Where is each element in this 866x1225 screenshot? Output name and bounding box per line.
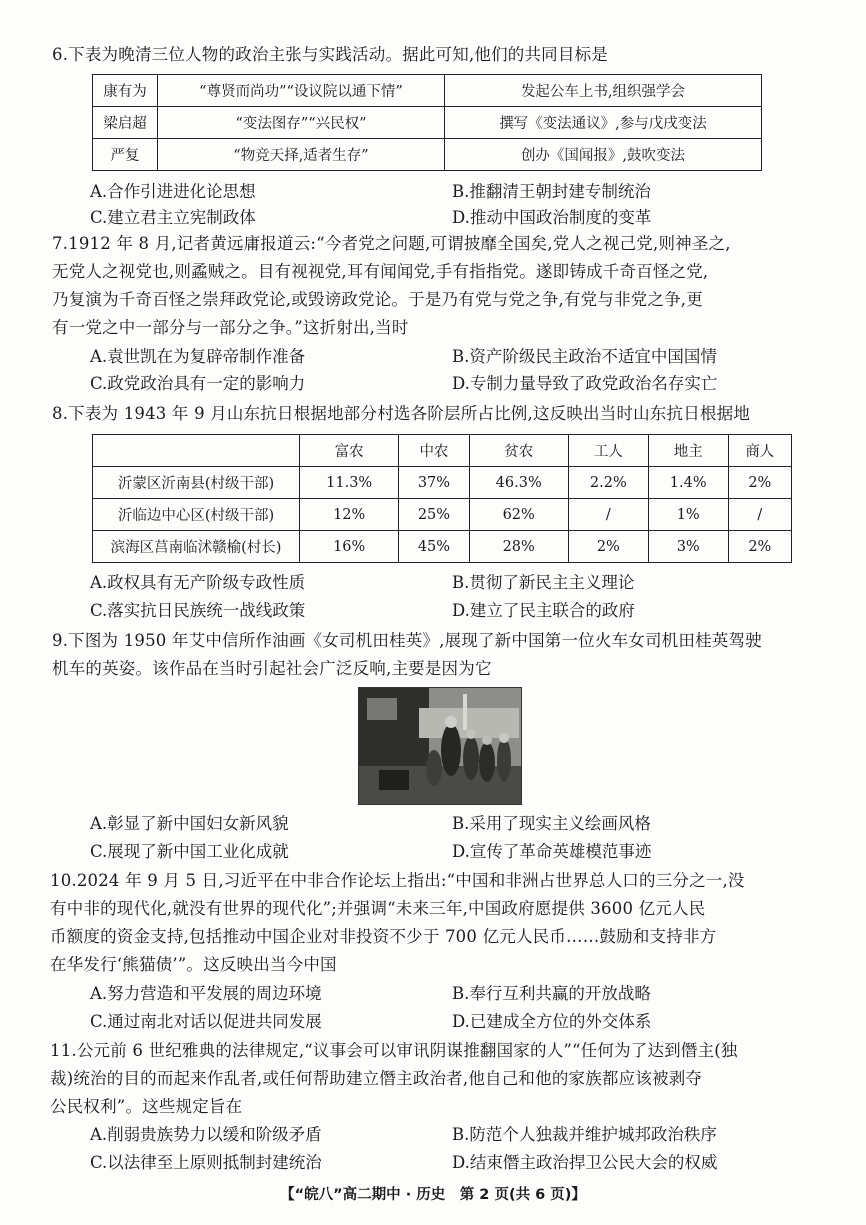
q8-header-6: 商人 (728, 435, 791, 467)
q7-option-d[interactable]: D.专制力量导致了政党政治名存实亡 (452, 374, 718, 393)
q6-name-3: 严复 (93, 139, 158, 171)
q6-stem: 6.下表为晚清三位人物的政治主张与实践活动。据此可知,他们的共同目标是 (52, 45, 608, 64)
q7-line-3: 乃复演为千奇百怪之崇拜政党论,或毁谤政党论。于是乃有党与党之争,有党与非党之争,更 (52, 290, 703, 309)
q10-option-b[interactable]: B.奉行互利共赢的开放战略 (452, 984, 651, 1003)
q7-option-b[interactable]: B.资产阶级民主政治不适宜中国国情 (452, 347, 717, 366)
q8-cell: 25% (399, 499, 469, 531)
q7-line-1: 7.1912 年 8 月,记者黄远庸报道云:“今者党之问题,可谓披靡全国矣,党人之视己党,则神圣之, (52, 234, 731, 253)
q6-name-1: 康有为 (93, 75, 158, 107)
q11-option-c[interactable]: C.以法律至上原则抵制封建统治 (90, 1153, 322, 1172)
q10-line-3: 币额度的资金支持,包括推动中国企业对非投资不少于 700 亿元人民币……鼓励和支持非方 (50, 927, 717, 946)
q7-line-4: 有一党之中一部分与一部分之争。”这折射出,当时 (52, 318, 409, 337)
q8-cell: 3% (648, 531, 728, 563)
q6-option-c[interactable]: C.建立君主立宪制政体 (90, 208, 256, 227)
q6-action-3: 创办《国闻报》,鼓吹变法 (445, 139, 762, 171)
q8-header-1: 富农 (300, 435, 399, 467)
q11-line-2: 裁)统治的目的而起来作乱者,或任何帮助建立僭主政治者,他自己和他的家族都应该被剥夺 (50, 1069, 703, 1088)
q11-line-3: 公民权利”。这些规定旨在 (50, 1097, 243, 1116)
q7-option-c[interactable]: C.政党政治具有一定的影响力 (90, 374, 306, 393)
q8-region-1: 沂蒙区沂南县(村级干部) (93, 467, 300, 499)
q11-option-b[interactable]: B.防范个人独裁并维护城邦政治秩序 (452, 1125, 717, 1144)
q8-cell: 28% (469, 531, 568, 563)
q6-option-d[interactable]: D.推动中国政治制度的变革 (452, 208, 652, 227)
q8-header-2: 中农 (399, 435, 469, 467)
q8-header-5: 地主 (648, 435, 728, 467)
q8-cell: 1% (648, 499, 728, 531)
q6-claim-3: “物竞天择,适者生存” (158, 139, 445, 171)
q11-line-1: 11.公元前 6 世纪雅典的法律规定,“议事会可以审讯阴谋推翻国家的人”“任何为了达到僭主(独 (50, 1041, 738, 1060)
table-row (93, 107, 762, 139)
q8-header-blank (93, 435, 300, 467)
q7-line-2: 无党人之视党也,则蟊贼之。目有视视党,耳有闻闻党,手有指指党。遂即铸成千奇百怪之党, (52, 262, 709, 281)
q8-cell: 2.2% (568, 467, 648, 499)
q8-cell: 1.4% (648, 467, 728, 499)
q10-option-d[interactable]: D.已建成全方位的外交体系 (452, 1012, 652, 1031)
q8-option-a[interactable]: A.政权具有无产阶级专政性质 (90, 573, 306, 592)
q10-line-4: 在华发行‘熊猫债’”。这反映出当今中国 (50, 955, 337, 974)
q11-option-a[interactable]: A.削弱贵族势力以缓和阶级矛盾 (90, 1125, 322, 1144)
q6-claim-1: “尊贤而尚功”“设议院以通下情” (158, 75, 445, 107)
q10-option-a[interactable]: A.努力营造和平发展的周边环境 (90, 984, 322, 1003)
page-footer: 【“皖八”高二期中 · 历史 第 2 页(共 6 页)】 (280, 1187, 586, 1203)
q8-cell: / (568, 499, 648, 531)
q8-cell: 2% (728, 531, 791, 563)
q8-region-3: 滨海区莒南临沭赣榆(村长) (93, 531, 300, 563)
q8-header-4: 工人 (568, 435, 648, 467)
q10-option-c[interactable]: C.通过南北对话以促进共同发展 (90, 1012, 322, 1031)
locomotive-painting-icon (359, 688, 521, 804)
q8-cell: 2% (568, 531, 648, 563)
q8-cell: / (728, 499, 791, 531)
table-row (93, 139, 762, 171)
q11-option-d[interactable]: D.结束僭主政治捍卫公民大会的权威 (452, 1153, 718, 1172)
q8-option-d[interactable]: D.建立了民主联合的政府 (452, 601, 635, 620)
q9-option-c[interactable]: C.展现了新中国工业化成就 (90, 842, 289, 861)
q8-cell: 11.3% (300, 467, 399, 499)
painting-image (358, 687, 522, 805)
table-row (93, 499, 792, 531)
q6-table (92, 74, 762, 171)
q10-line-1: 10.2024 年 9 月 5 日,习近平在中非合作论坛上指出:“中国和非洲占世界总人口的三分之一,没 (50, 871, 745, 890)
q8-option-c[interactable]: C.落实抗日民族统一战线政策 (90, 601, 306, 620)
q9-option-d[interactable]: D.宣传了革命英雄模范事迹 (452, 842, 652, 861)
q9-option-a[interactable]: A.彰显了新中国妇女新风貌 (90, 814, 289, 833)
q8-cell: 45% (399, 531, 469, 563)
table-row (93, 467, 792, 499)
q6-option-b[interactable]: B.推翻清王朝封建专制统治 (452, 182, 651, 201)
q6-name-2: 梁启超 (93, 107, 158, 139)
q8-header-3: 贫农 (469, 435, 568, 467)
q8-cell: 46.3% (469, 467, 568, 499)
q9-option-b[interactable]: B.采用了现实主义绘画风格 (452, 814, 651, 833)
q8-cell: 62% (469, 499, 568, 531)
q9-line-2: 机车的英姿。该作品在当时引起社会广泛反响,主要是因为它 (52, 659, 492, 678)
q8-cell: 16% (300, 531, 399, 563)
q6-action-2: 撰写《变法通议》,参与戊戌变法 (445, 107, 762, 139)
q9-line-1: 9.下图为 1950 年艾中信所作油画《女司机田桂英》,展现了新中国第一位火车女司机田桂英驾驶 (52, 631, 762, 650)
q6-claim-2: “变法图存”“兴民权” (158, 107, 445, 139)
q8-table (92, 434, 792, 563)
table-row (93, 75, 762, 107)
q7-option-a[interactable]: A.袁世凯在为复辟帝制作准备 (90, 347, 306, 366)
q10-line-2: 有中非的现代化,就没有世界的现代化”;并强调“未来三年,中国政府愿提供 3600 亿元人民 (50, 899, 706, 918)
q8-option-b[interactable]: B.贯彻了新民主主义理论 (452, 573, 635, 592)
q8-region-2: 沂临边中心区(村级干部) (93, 499, 300, 531)
q6-action-1: 发起公车上书,组织强学会 (445, 75, 762, 107)
q8-cell: 2% (728, 467, 791, 499)
q6-option-a[interactable]: A.合作引进进化论思想 (90, 182, 256, 201)
q8-cell: 37% (399, 467, 469, 499)
table-row (93, 435, 792, 467)
table-row (93, 531, 792, 563)
q8-stem: 8.下表为 1943 年 9 月山东抗日根据地部分村选各阶层所占比例,这反映出当时山东抗日根据地 (52, 404, 751, 423)
q8-cell: 12% (300, 499, 399, 531)
